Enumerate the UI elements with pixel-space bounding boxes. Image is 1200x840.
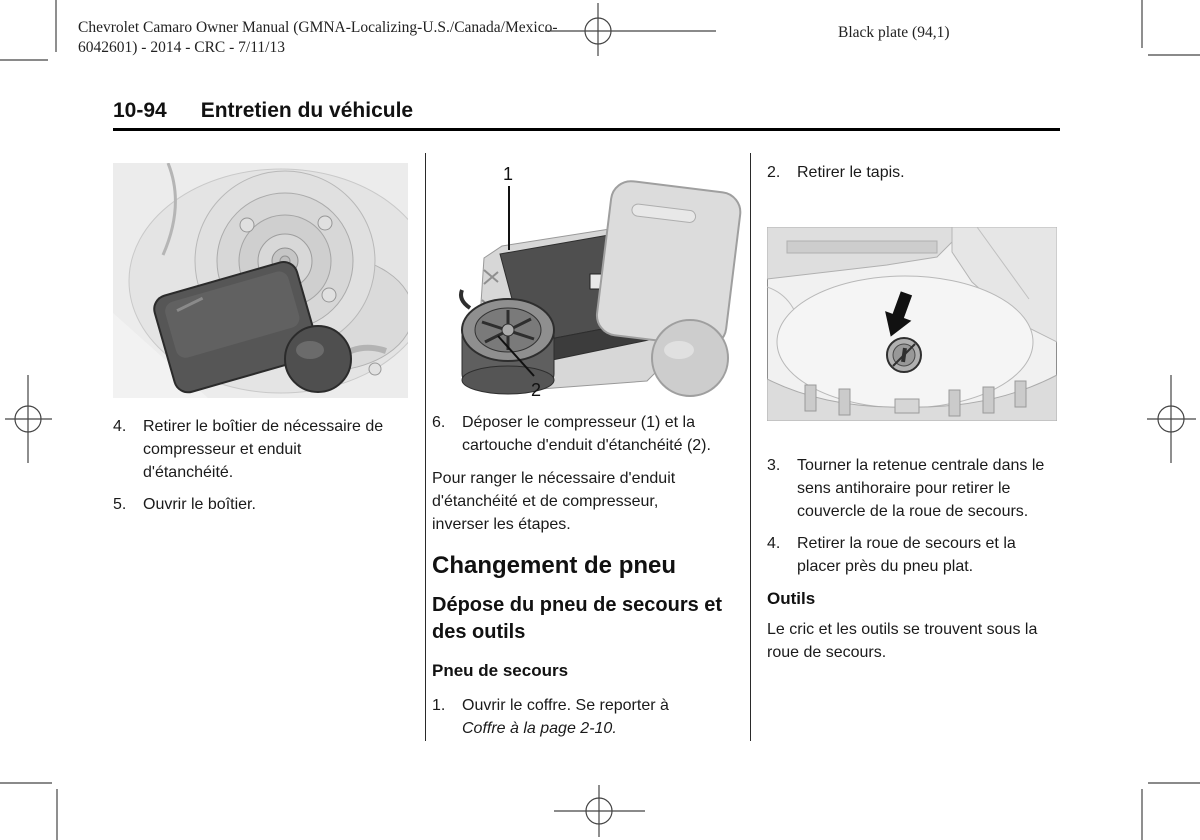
header-imprint-line1: Chevrolet Camaro Owner Manual (GMNA-Localizing-U.S./Canada/Mexico- (78, 19, 558, 36)
step-item (767, 161, 1060, 184)
step-item (113, 493, 408, 516)
step-text: Retirer la roue de secours et la placer près du pneu plat. (797, 535, 1016, 575)
step-item (432, 411, 747, 457)
subsection-heading: Dépose du pneu de secours et des outils (432, 594, 723, 643)
step-number: 5. (113, 496, 127, 513)
step-number: 4. (767, 535, 781, 552)
page-number: 10-94 (113, 99, 167, 122)
body-paragraph: Pour ranger le nécessaire d'enduit d'étanchéité et de compresseur, inverser les étapes. (432, 470, 676, 533)
column-middle (432, 158, 747, 749)
step-number: 4. (113, 418, 127, 435)
step-item (432, 694, 747, 740)
chapter-title: Entretien du véhicule (200, 99, 414, 122)
step-text-plain: Ouvrir le coffre. Se reporter à (462, 697, 669, 714)
step-number: 6. (432, 414, 446, 431)
step-text: Retirer le tapis. (797, 164, 905, 181)
figure-compressor-kit-stowed (113, 163, 408, 398)
header-plate-note: Black plate (94,1) (838, 24, 950, 41)
column-left (113, 163, 408, 525)
step-number: 2. (767, 164, 781, 181)
step-item (113, 415, 408, 484)
column-divider-right (750, 153, 751, 741)
section-heading: Changement de pneu (432, 552, 677, 579)
header-imprint (78, 18, 678, 58)
step-text (462, 694, 714, 740)
step-item (767, 454, 1060, 523)
column-right (767, 161, 1060, 664)
step-item (767, 532, 1060, 578)
step-number: 1. (432, 697, 446, 714)
step-text: Ouvrir le boîtier. (143, 496, 256, 513)
figure-compressor-kit-open (432, 158, 745, 401)
figure-spare-tire-retainer (767, 227, 1057, 421)
step-text: Tourner la retenue centrale dans le sens antihoraire pour retirer le couvercle de la roue de secours. (797, 457, 1045, 520)
step-number: 3. (767, 457, 781, 474)
step-text: Retirer le boîtier de nécessaire de compresseur et enduit d'étanchéité. (143, 418, 384, 481)
minor-heading: Pneu de secours (432, 661, 569, 680)
column-divider-left (425, 153, 426, 741)
step-text: Déposer le compresseur (1) et la cartouche d'enduit d'étanchéité (2). (462, 414, 711, 454)
minor-heading: Outils (767, 589, 816, 608)
cross-reference: Coffre à la page 2-10. (462, 720, 617, 737)
title-rule (113, 128, 1060, 131)
figure-callout-2: 2 (531, 380, 542, 400)
chapter-title-bar (113, 99, 413, 123)
body-paragraph: Le cric et les outils se trouvent sous la roue de secours. (767, 621, 1038, 661)
figure-callout-1: 1 (503, 164, 514, 184)
header-imprint-line2: 6042601) - 2014 - CRC - 7/11/13 (78, 39, 285, 56)
